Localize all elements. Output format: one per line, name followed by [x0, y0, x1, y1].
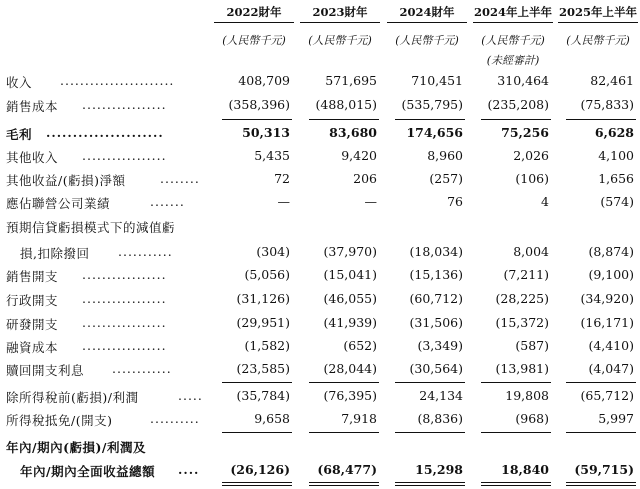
leader-dots: .................: [82, 315, 167, 330]
leader-dots: .................: [82, 291, 167, 306]
value-2025-h1: (4,410): [588, 338, 634, 353]
subtotal-rule: [395, 432, 465, 433]
leader-dots: .......: [150, 194, 185, 209]
value-2022: 9,658: [254, 411, 290, 426]
value-2023: (28,044): [323, 361, 377, 376]
value-2022: (304): [256, 244, 290, 259]
value-2024: 8,960: [427, 148, 463, 163]
subtotal-rule: [566, 432, 636, 433]
row-redemption-interest: [0, 361, 640, 383]
row-label: 行政開支: [6, 293, 59, 308]
value-2023: —: [364, 194, 377, 209]
value-2024: 174,656: [406, 125, 463, 140]
value-2022: (29,951): [236, 315, 290, 330]
total-double-rule: [222, 482, 292, 486]
value-2024: (3,349): [417, 338, 463, 353]
row-other-income: [0, 148, 640, 170]
value-2024-h1: (587): [515, 338, 549, 353]
value-2023: 9,420: [341, 148, 377, 163]
value-2022: (35,784): [236, 388, 290, 403]
leader-dots: .................: [82, 97, 167, 112]
row-share-of-associates: [0, 194, 640, 216]
value-2025-h1: 1,656: [598, 171, 634, 186]
value-2024-h1: 18,840: [501, 462, 549, 477]
header-rule: [473, 22, 553, 23]
leader-dots: ..........: [150, 411, 200, 426]
value-2024: (31,506): [409, 315, 463, 330]
value-2022: (1,582): [244, 338, 290, 353]
row-label: 銷售開支: [6, 269, 59, 284]
period-2024: 2024財年: [399, 5, 455, 19]
value-2024-h1: 2,026: [513, 148, 549, 163]
value-2024: (18,034): [409, 244, 463, 259]
header-rule: [558, 22, 638, 23]
leader-dots: .................: [82, 338, 167, 353]
subtotal-rule: [481, 432, 551, 433]
row-label: 贖回開支利息: [6, 363, 85, 378]
value-2024-h1: 19,808: [505, 388, 549, 403]
value-2023: (46,055): [323, 291, 377, 306]
row-income-tax: [0, 411, 640, 433]
value-2024: (8,836): [417, 411, 463, 426]
value-2023: (488,015): [315, 97, 377, 112]
value-2025-h1: (75,833): [580, 97, 634, 112]
value-2025-h1: (574): [600, 194, 634, 209]
total-double-rule: [566, 482, 636, 486]
value-2024: 710,451: [411, 73, 463, 88]
header-rule: [387, 22, 467, 23]
row-revenue: [0, 73, 640, 95]
unit-label: (人民幣千元): [566, 34, 630, 47]
value-2024-h1: 4: [541, 194, 549, 209]
value-2024-h1: 75,256: [501, 125, 549, 140]
value-2025-h1: 82,461: [590, 73, 634, 88]
row-label: 年內/期內全面收益總額: [20, 464, 156, 479]
period-2023: 2023財年: [312, 5, 368, 19]
row-label: 預期信貸虧損模式下的減值虧: [6, 220, 176, 235]
value-2024-h1: (15,372): [495, 315, 549, 330]
row-rnd-expenses: [0, 315, 640, 337]
leader-dots: ......................: [46, 125, 164, 140]
value-2024-h1: (106): [515, 171, 549, 186]
value-2022: 408,709: [238, 73, 290, 88]
value-2025-h1: (59,715): [574, 462, 634, 477]
unit-header-row: [0, 32, 640, 52]
value-2025-h1: (4,047): [588, 361, 634, 376]
value-2024: (257): [429, 171, 463, 186]
header-rule: [300, 22, 380, 23]
value-2024-h1: (28,225): [495, 291, 549, 306]
value-2022: (5,056): [244, 267, 290, 282]
value-2024: 76: [447, 194, 463, 209]
subtotal-rule: [566, 119, 636, 120]
row-label: 除所得稅前(虧損)/利潤: [6, 390, 139, 405]
value-2025-h1: (8,874): [588, 244, 634, 259]
row-label: 融資成本: [6, 340, 59, 355]
row-cost-of-sales: [0, 97, 640, 119]
value-2025-h1: (34,920): [580, 291, 634, 306]
total-double-rule: [395, 482, 465, 486]
value-2022: 72: [274, 171, 290, 186]
row-label: 其他收益/(虧損)淨額: [6, 173, 126, 188]
subtotal-rule: [395, 382, 465, 383]
period-2024-h1: 2024年上半年: [473, 5, 552, 19]
value-2022: (358,396): [228, 97, 290, 112]
row-label: 年內/期內(虧損)/利潤及: [6, 440, 146, 455]
value-2023: (41,939): [323, 315, 377, 330]
row-label: 毛利: [6, 127, 33, 142]
value-2024-h1: (13,981): [495, 361, 549, 376]
value-2022: (26,126): [230, 462, 290, 477]
leader-dots: .................: [82, 148, 167, 163]
row-total-heading: [0, 438, 640, 460]
row-selling-expenses: [0, 267, 640, 289]
period-2025-h1: 2025年上半年: [558, 5, 637, 19]
value-2024: (535,795): [401, 97, 463, 112]
row-label: 銷售成本: [6, 99, 59, 114]
value-2022: —: [277, 194, 290, 209]
period-2022: 2022財年: [226, 5, 282, 19]
unaudited-note: (未經審計): [486, 54, 540, 67]
value-2022: 50,313: [242, 125, 290, 140]
value-2024: 24,134: [419, 388, 463, 403]
value-2025-h1: 6,628: [594, 125, 634, 140]
total-double-rule: [309, 482, 379, 486]
row-finance-costs: [0, 338, 640, 360]
value-2023: (652): [343, 338, 377, 353]
row-label: 損,扣除撥回: [20, 246, 90, 261]
leader-dots: .....: [178, 388, 203, 403]
unaudited-row: [0, 52, 640, 72]
subtotal-rule: [566, 382, 636, 383]
row-total-comprehensive: [0, 462, 640, 484]
value-2025-h1: (9,100): [588, 267, 634, 282]
leader-dots: ....: [178, 462, 200, 477]
row-ecl-heading: [0, 218, 640, 240]
row-gross-profit: [0, 125, 640, 147]
leader-dots: ........: [160, 171, 200, 186]
row-ecl-impairment: [0, 244, 640, 266]
subtotal-rule: [222, 382, 292, 383]
value-2023: 571,695: [325, 73, 377, 88]
value-2024: (15,136): [409, 267, 463, 282]
value-2024: (60,712): [409, 291, 463, 306]
row-other-gains: [0, 171, 640, 193]
value-2023: 83,680: [329, 125, 377, 140]
subtotal-rule: [481, 119, 551, 120]
subtotal-rule: [309, 119, 379, 120]
subtotal-rule: [481, 382, 551, 383]
row-label: 收入: [6, 75, 33, 90]
subtotal-rule: [309, 432, 379, 433]
value-2022: 5,435: [254, 148, 290, 163]
row-label: 研發開支: [6, 317, 59, 332]
value-2024-h1: (7,211): [503, 267, 549, 282]
unit-label: (人民幣千元): [222, 34, 286, 47]
value-2022: (23,585): [236, 361, 290, 376]
leader-dots: .......................: [60, 73, 175, 88]
period-header-row: [0, 4, 640, 24]
value-2024: 15,298: [415, 462, 463, 477]
value-2023: 206: [353, 171, 377, 186]
value-2025-h1: 5,997: [598, 411, 634, 426]
unit-label: (人民幣千元): [395, 34, 459, 47]
value-2023: (15,041): [323, 267, 377, 282]
value-2023: (37,970): [323, 244, 377, 259]
row-admin-expenses: [0, 291, 640, 313]
row-label: 應佔聯營公司業績: [6, 196, 111, 211]
row-label: 其他收入: [6, 150, 59, 165]
subtotal-rule: [395, 119, 465, 120]
subtotal-rule: [309, 382, 379, 383]
total-double-rule: [481, 482, 551, 486]
value-2023: (68,477): [317, 462, 377, 477]
value-2024-h1: 310,464: [497, 73, 549, 88]
row-label: 所得稅抵免/(開支): [6, 413, 113, 428]
value-2023: (76,395): [323, 388, 377, 403]
unit-label: (人民幣千元): [308, 34, 372, 47]
value-2022: (31,126): [236, 291, 290, 306]
value-2023: 7,918: [341, 411, 377, 426]
leader-dots: .................: [82, 267, 167, 282]
subtotal-rule: [222, 432, 292, 433]
value-2024-h1: 8,004: [513, 244, 549, 259]
value-2025-h1: (16,171): [580, 315, 634, 330]
unit-label: (人民幣千元): [481, 34, 545, 47]
value-2024-h1: (968): [515, 411, 549, 426]
value-2024: (30,564): [409, 361, 463, 376]
leader-dots: ...........: [118, 244, 173, 259]
header-rule: [214, 22, 294, 23]
value-2025-h1: 4,100: [598, 148, 634, 163]
value-2024-h1: (235,208): [487, 97, 549, 112]
row-profit-before-tax: [0, 388, 640, 410]
leader-dots: ............: [112, 361, 172, 376]
subtotal-rule: [222, 119, 292, 120]
value-2025-h1: (65,712): [580, 388, 634, 403]
